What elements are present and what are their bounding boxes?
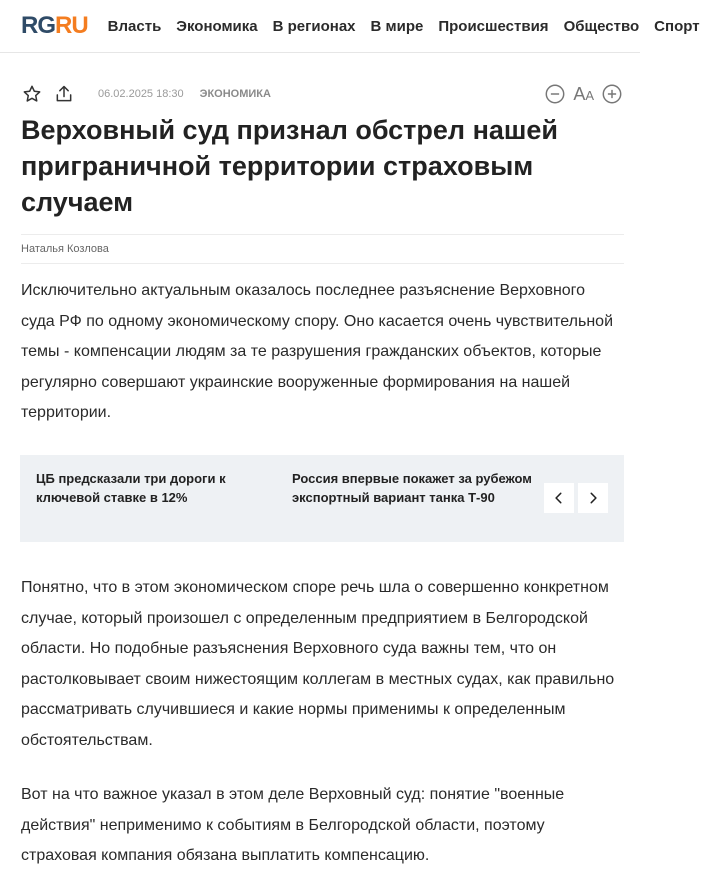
article-title: Верховный суд признал обстрел нашей приграничной территории страховым случаем bbox=[21, 115, 559, 217]
font-increase-icon[interactable] bbox=[600, 82, 624, 106]
bookmark-star-icon[interactable] bbox=[20, 82, 44, 106]
logo-ru: RU bbox=[55, 12, 88, 39]
share-icon[interactable] bbox=[52, 82, 76, 106]
chevron-right-icon bbox=[586, 491, 600, 505]
nav-item-sport[interactable]: Спорт bbox=[654, 17, 700, 35]
rubric-link[interactable]: ЭКОНОМИКА bbox=[199, 88, 271, 100]
font-size-label bbox=[571, 84, 596, 105]
logo-rg: RG bbox=[21, 12, 55, 39]
font-size-controls bbox=[543, 82, 624, 106]
article-paragraph-3: Вот на что важное указал в этом деле Верховный суд: понятие "военные действия" неприменимо к событиям в Белгородской области, поэтому страховая компания обязана выплатить компенсацию. bbox=[21, 786, 565, 864]
related-news-carousel bbox=[20, 455, 624, 542]
font-size-label-large: A bbox=[573, 83, 586, 104]
font-size-label-small: A bbox=[585, 87, 594, 103]
nav-item-obshchestvo[interactable]: Общество bbox=[563, 17, 640, 35]
article-meta bbox=[20, 80, 624, 108]
carousel-next-button[interactable] bbox=[578, 483, 608, 513]
carousel-prev-button[interactable] bbox=[544, 483, 574, 513]
nav-item-ekonomika[interactable]: Экономика bbox=[176, 17, 258, 35]
publish-date: 06.02.2025 18:30 bbox=[98, 88, 184, 100]
related-news-item-1[interactable]: ЦБ предсказали три дороги к ключевой ставке в 12% bbox=[36, 471, 226, 505]
main-nav bbox=[108, 18, 715, 35]
chevron-left-icon bbox=[552, 491, 566, 505]
nav-item-vlast[interactable]: Власть bbox=[107, 17, 162, 35]
site-header bbox=[0, 0, 700, 53]
nav-item-v-mire[interactable]: В мире bbox=[370, 17, 424, 35]
nav-item-v-regionah[interactable]: В регионах bbox=[272, 17, 356, 35]
author-link[interactable]: Наталья Козлова bbox=[21, 243, 109, 255]
author-line bbox=[21, 234, 624, 264]
nav-item-proisshestviya[interactable]: Происшествия bbox=[438, 17, 549, 35]
article-paragraph-2: Понятно, что в этом экономическом споре речь шла о совершенно конкретном случае, который произошел с определенным предприятием в Белгородской области. Но подобные разъяснения Верховного суда важны тем, что он растолковывает своим нижестоящим коллегам в местных судах, как правильно рассматривать случившиеся и какие нормы применимы к определенным обстоятельствам. bbox=[21, 579, 615, 749]
font-decrease-icon[interactable] bbox=[543, 82, 567, 106]
site-logo[interactable] bbox=[21, 12, 88, 40]
related-news-item-2[interactable]: Россия впервые покажет за рубежом экспортный вариант танка Т-90 bbox=[292, 471, 532, 505]
article-paragraph-1: Исключительно актуальным оказалось последнее разъяснение Верховного суда РФ по одному экономическому спору. Оно касается очень чувствительной темы - компенсации людям за те разрушения гражданских объектов, которые регулярно совершают украинские вооруженные формирования на нашей территории. bbox=[21, 282, 613, 421]
